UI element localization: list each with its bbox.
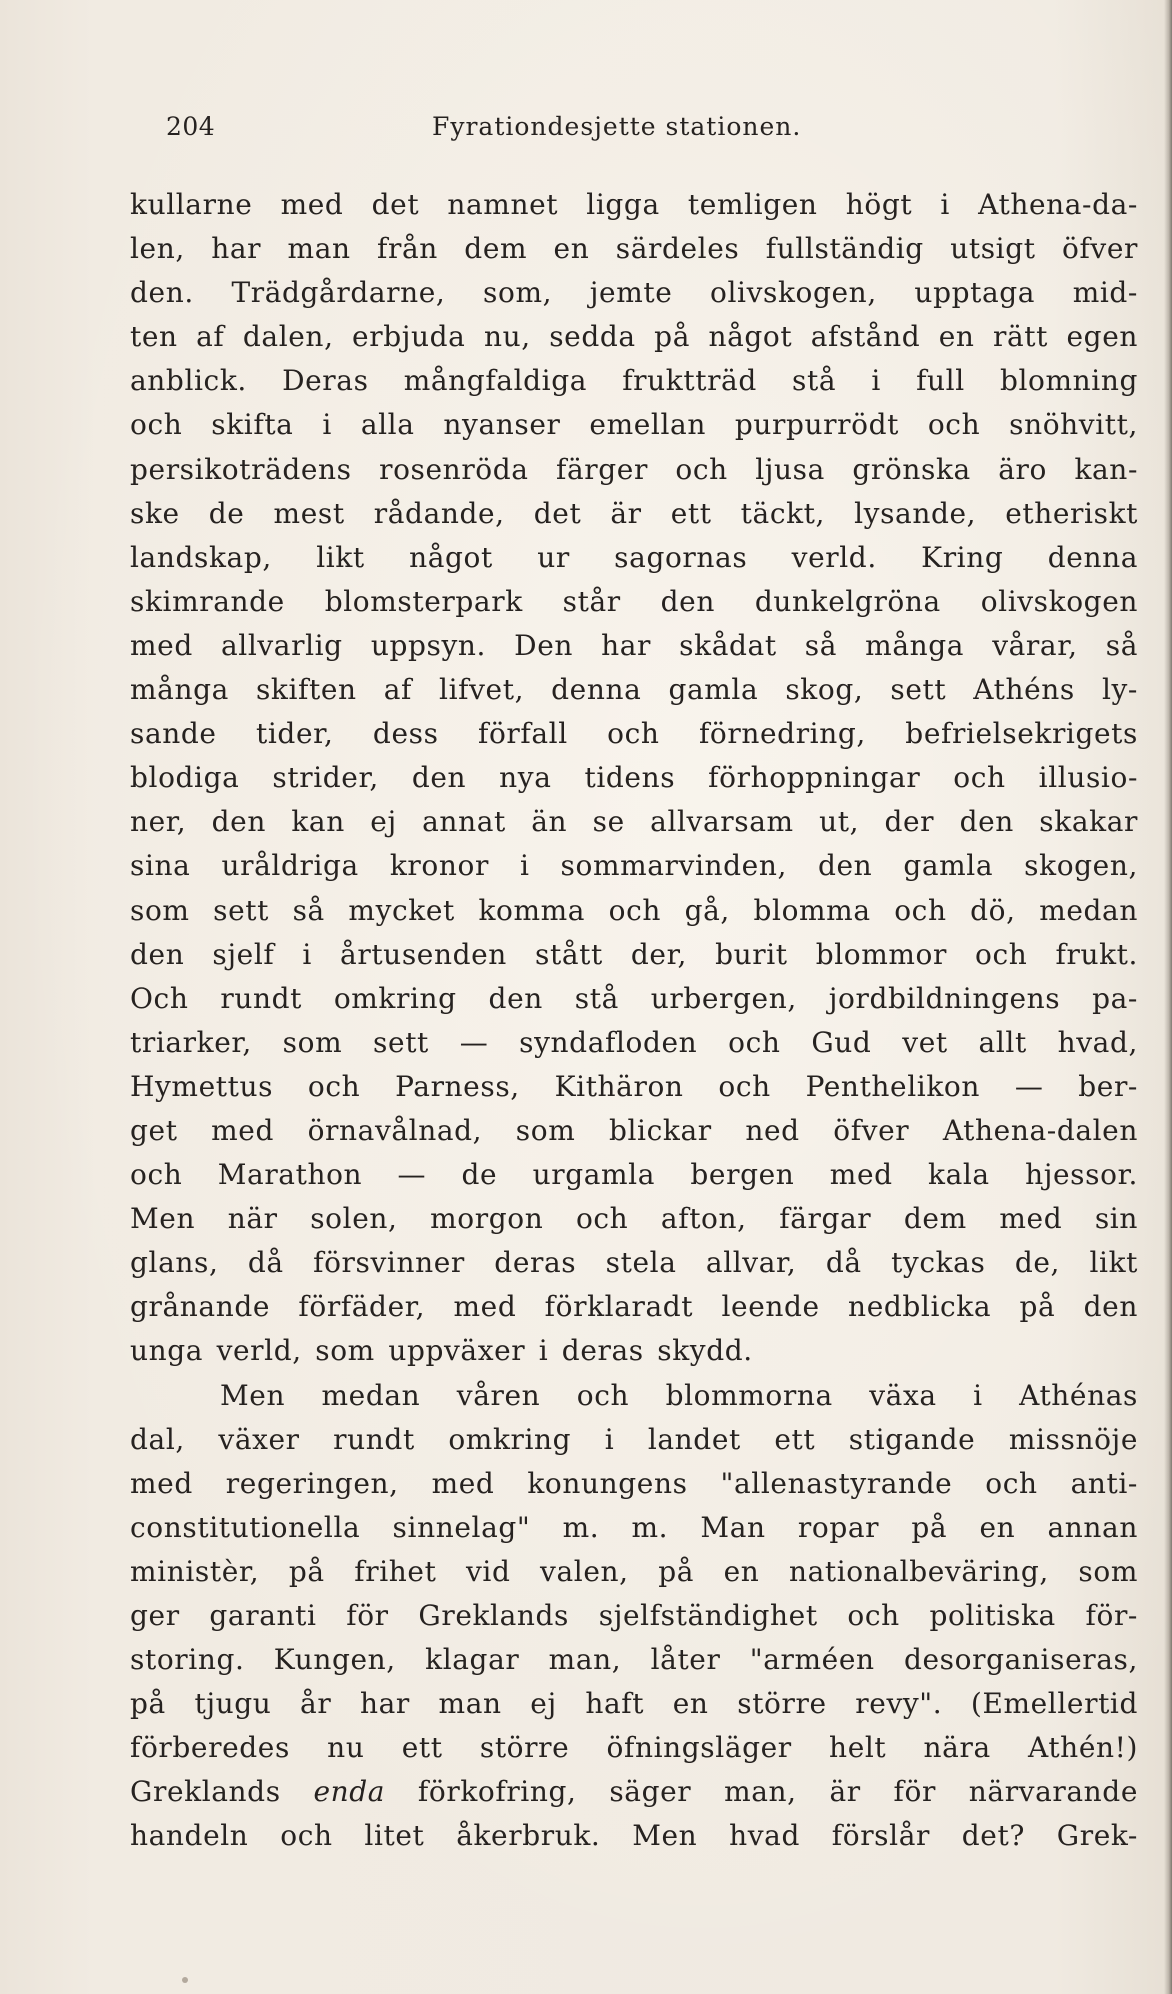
running-title: Fyrationdesjette stationen. — [432, 112, 802, 141]
text-line: handeln och litet åkerbruk. Men hvad förslår det? Grek- — [130, 1819, 1138, 1853]
text-line-with-italic — [130, 1770, 1138, 1814]
text-line: persikoträdens rosenröda färger och ljusa grönska äro kan- — [130, 452, 1138, 486]
text-fragment: Greklands — [130, 1775, 314, 1809]
text-line: med regeringen, med konungens "allenastyrande och anti- — [130, 1466, 1138, 1500]
text-line: anblick. Deras mångfaldiga fruktträd stå i full blomning — [130, 364, 1138, 398]
text-line: Men när solen, morgon och afton, färgar dem med sin — [130, 1202, 1138, 1236]
text-line: sande tider, dess förfall och förnedring, befrielsekrigets — [130, 717, 1138, 751]
text-line: kullarne med det namnet ligga temligen högt i Athena-da- — [130, 188, 1138, 221]
body-text — [130, 183, 1138, 1859]
text-line: ministèr, på frihet vid valen, på en nationalbeväring, som — [130, 1554, 1138, 1588]
text-line-paragraph-end: unga verld, som uppväxer i deras skydd. — [130, 1334, 753, 1368]
text-line: ske de mest rådande, det är ett täckt, lysande, etheriskt — [130, 496, 1138, 530]
text-line: som sett så mycket komma och gå, blomma och dö, medan — [130, 893, 1138, 927]
text-line: sina uråldriga kronor i sommarvinden, den gamla skogen, — [130, 849, 1138, 883]
text-line: med allvarlig uppsyn. Den har skådat så många vårar, så — [130, 628, 1138, 662]
text-line: ner, den kan ej annat än se allvarsam ut, der den skakar — [130, 805, 1138, 839]
text-line: constitutionella sinnelag" m. m. Man ropar på en annan — [130, 1510, 1138, 1544]
text-line: Hymettus och Parness, Kithäron och Penthelikon — ber- — [130, 1069, 1138, 1103]
text-line: förberedes nu ett större öfningsläger helt nära Athén!) — [130, 1731, 1138, 1765]
text-line: grånande förfäder, med förklaradt leende nedblicka på den — [130, 1290, 1138, 1324]
text-line: och skifta i alla nyanser emellan purpurrödt och snöhvitt, — [130, 408, 1138, 442]
text-line: get med örnavålnad, som blickar ned öfver Athena-dalen — [130, 1113, 1138, 1147]
text-line: dal, växer rundt omkring i landet ett stigande missnöje — [130, 1422, 1138, 1456]
paper-speck — [182, 1977, 188, 1983]
text-line: Och rundt omkring den stå urbergen, jordbildningens pa- — [130, 981, 1138, 1015]
text-line: skimrande blomsterpark står den dunkelgröna olivskogen — [130, 584, 1138, 618]
text-line-paragraph-start: Men medan våren och blommorna växa i Athénas — [220, 1378, 1138, 1412]
text-line: på tjugu år har man ej haft en större revy". (Emellertid — [130, 1687, 1138, 1721]
text-line: och Marathon — de urgamla bergen med kala hjessor. — [130, 1158, 1138, 1192]
text-line: den. Trädgårdarne, som, jemte olivskogen, upptaga mid- — [130, 276, 1138, 310]
text-line: triarker, som sett — syndafloden och Gud vet allt hvad, — [130, 1025, 1138, 1059]
text-fragment: förkofring, säger man, är för närvarande — [385, 1775, 1138, 1809]
page-header — [166, 112, 866, 152]
text-line: len, har man från dem en särdeles fullständig utsigt öfver — [130, 232, 1138, 266]
text-line: den sjelf i årtusenden stått der, burit blommor och frukt. — [130, 937, 1138, 971]
text-line: ten af dalen, erbjuda nu, sedda på något afstånd en rätt egen — [130, 320, 1138, 354]
text-line: storing. Kungen, klagar man, låter "arméen desorganiseras, — [130, 1643, 1138, 1677]
text-line: glans, då försvinner deras stela allvar, då tyckas de, likt — [130, 1246, 1138, 1280]
page-edge-shadow — [1164, 0, 1172, 1994]
text-line: ger garanti för Greklands sjelfständighet och politiska för- — [130, 1599, 1138, 1632]
text-line: många skiften af lifvet, denna gamla skog, sett Athéns ly- — [130, 673, 1138, 707]
text-line: landskap, likt något ur sagornas verld. Kring denna — [130, 540, 1138, 574]
page-number: 204 — [166, 112, 216, 141]
italic-word: enda — [313, 1775, 386, 1809]
text-line: blodiga strider, den nya tidens förhoppningar och illusio- — [130, 761, 1138, 795]
